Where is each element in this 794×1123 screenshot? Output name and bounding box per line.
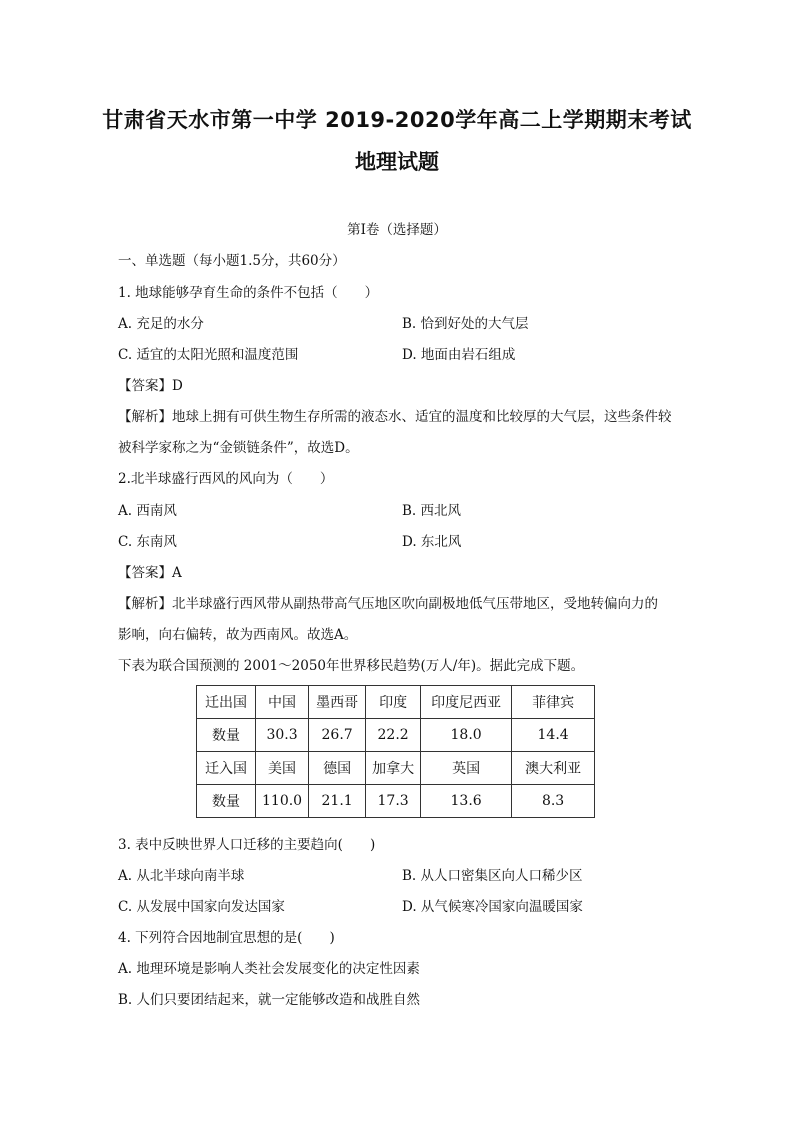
question-3-option-c: C. 从发展中国家向发达国家 — [118, 899, 285, 915]
table-row — [197, 785, 595, 818]
table-intro: 下表为联合国预测的 2001～2050年世界移民趋势(万人/年)。据此完成下题。 — [118, 658, 585, 674]
part-heading: 一、单选题（每小题1.5分，共60分） — [118, 253, 346, 269]
question-2-analysis-line-2: 影响，向右偏转，故为西南风。故选A。 — [118, 627, 358, 643]
migration-table — [196, 685, 595, 818]
question-3-stem: 3. 表中反映世界人口迁移的主要趋向( ) — [118, 837, 376, 853]
table-cell: 英国 — [421, 752, 512, 785]
document-subtitle: 地理试题 — [355, 150, 439, 174]
table-cell: 17.3 — [366, 785, 421, 818]
question-2-stem: 2.北半球盛行西风的风向为（ ） — [118, 471, 334, 487]
question-1-analysis-line-1: 【解析】地球上拥有可供生物生存所需的液态水、适宜的温度和比较厚的大气层，这些条件较 — [118, 409, 672, 425]
table-cell: 14.4 — [512, 719, 595, 752]
question-1-answer: 【答案】D — [118, 378, 183, 394]
table-cell: 印度尼西亚 — [421, 686, 512, 719]
table-cell: 迁入国 — [197, 752, 256, 785]
table-cell: 21.1 — [309, 785, 366, 818]
table-cell: 迁出国 — [197, 686, 256, 719]
section-heading: 第Ⅰ卷（选择题） — [347, 222, 447, 238]
question-1-option-b: B. 恰到好处的大气层 — [402, 316, 529, 332]
table-row — [197, 686, 595, 719]
table-cell: 德国 — [309, 752, 366, 785]
question-2-answer: 【答案】A — [118, 565, 182, 581]
table-cell: 墨西哥 — [309, 686, 366, 719]
table-cell: 30.3 — [256, 719, 309, 752]
table-cell: 22.2 — [366, 719, 421, 752]
question-2-option-a: A. 西南风 — [118, 503, 177, 519]
question-1-option-d: D. 地面由岩石组成 — [402, 347, 516, 363]
question-3-option-a: A. 从北半球向南半球 — [118, 868, 245, 884]
table-cell: 8.3 — [512, 785, 595, 818]
question-1-stem: 1. 地球能够孕育生命的条件不包括（ ） — [118, 285, 379, 301]
table-cell: 数量 — [197, 785, 256, 818]
question-2-option-d: D. 东北风 — [402, 534, 462, 550]
question-1-option-a: A. 充足的水分 — [118, 316, 204, 332]
table-cell: 26.7 — [309, 719, 366, 752]
question-2-option-b: B. 西北风 — [402, 503, 462, 519]
table-cell: 110.0 — [256, 785, 309, 818]
table-row — [197, 719, 595, 752]
table-cell: 美国 — [256, 752, 309, 785]
question-4-option-a: A. 地理环境是影响人类社会发展变化的决定性因素 — [118, 961, 420, 977]
document-title: 甘肃省天水市第一中学 2019-2020学年高二上学期期末考试 — [102, 108, 692, 132]
question-3-option-b: B. 从人口密集区向人口稀少区 — [402, 868, 583, 884]
table-cell: 澳大利亚 — [512, 752, 595, 785]
question-2-option-c: C. 东南风 — [118, 534, 177, 550]
table-cell: 数量 — [197, 719, 256, 752]
table-cell: 加拿大 — [366, 752, 421, 785]
question-1-analysis-line-2: 被科学家称之为“金锁链条件”，故选D。 — [118, 440, 359, 456]
question-1-option-c: C. 适宜的太阳光照和温度范围 — [118, 347, 299, 363]
question-2-analysis-line-1: 【解析】北半球盛行西风带从副热带高气压地区吹向副极地低气压带地区，受地转偏向力的 — [118, 596, 658, 612]
table-cell: 13.6 — [421, 785, 512, 818]
table-row — [197, 752, 595, 785]
table-cell: 18.0 — [421, 719, 512, 752]
table-cell: 中国 — [256, 686, 309, 719]
question-4-stem: 4. 下列符合因地制宜思想的是( ) — [118, 930, 335, 946]
question-4-option-b: B. 人们只要团结起来，就一定能够改造和战胜自然 — [118, 992, 421, 1008]
table-cell: 印度 — [366, 686, 421, 719]
question-3-option-d: D. 从气候寒冷国家向温暖国家 — [402, 899, 583, 915]
table-cell: 菲律宾 — [512, 686, 595, 719]
